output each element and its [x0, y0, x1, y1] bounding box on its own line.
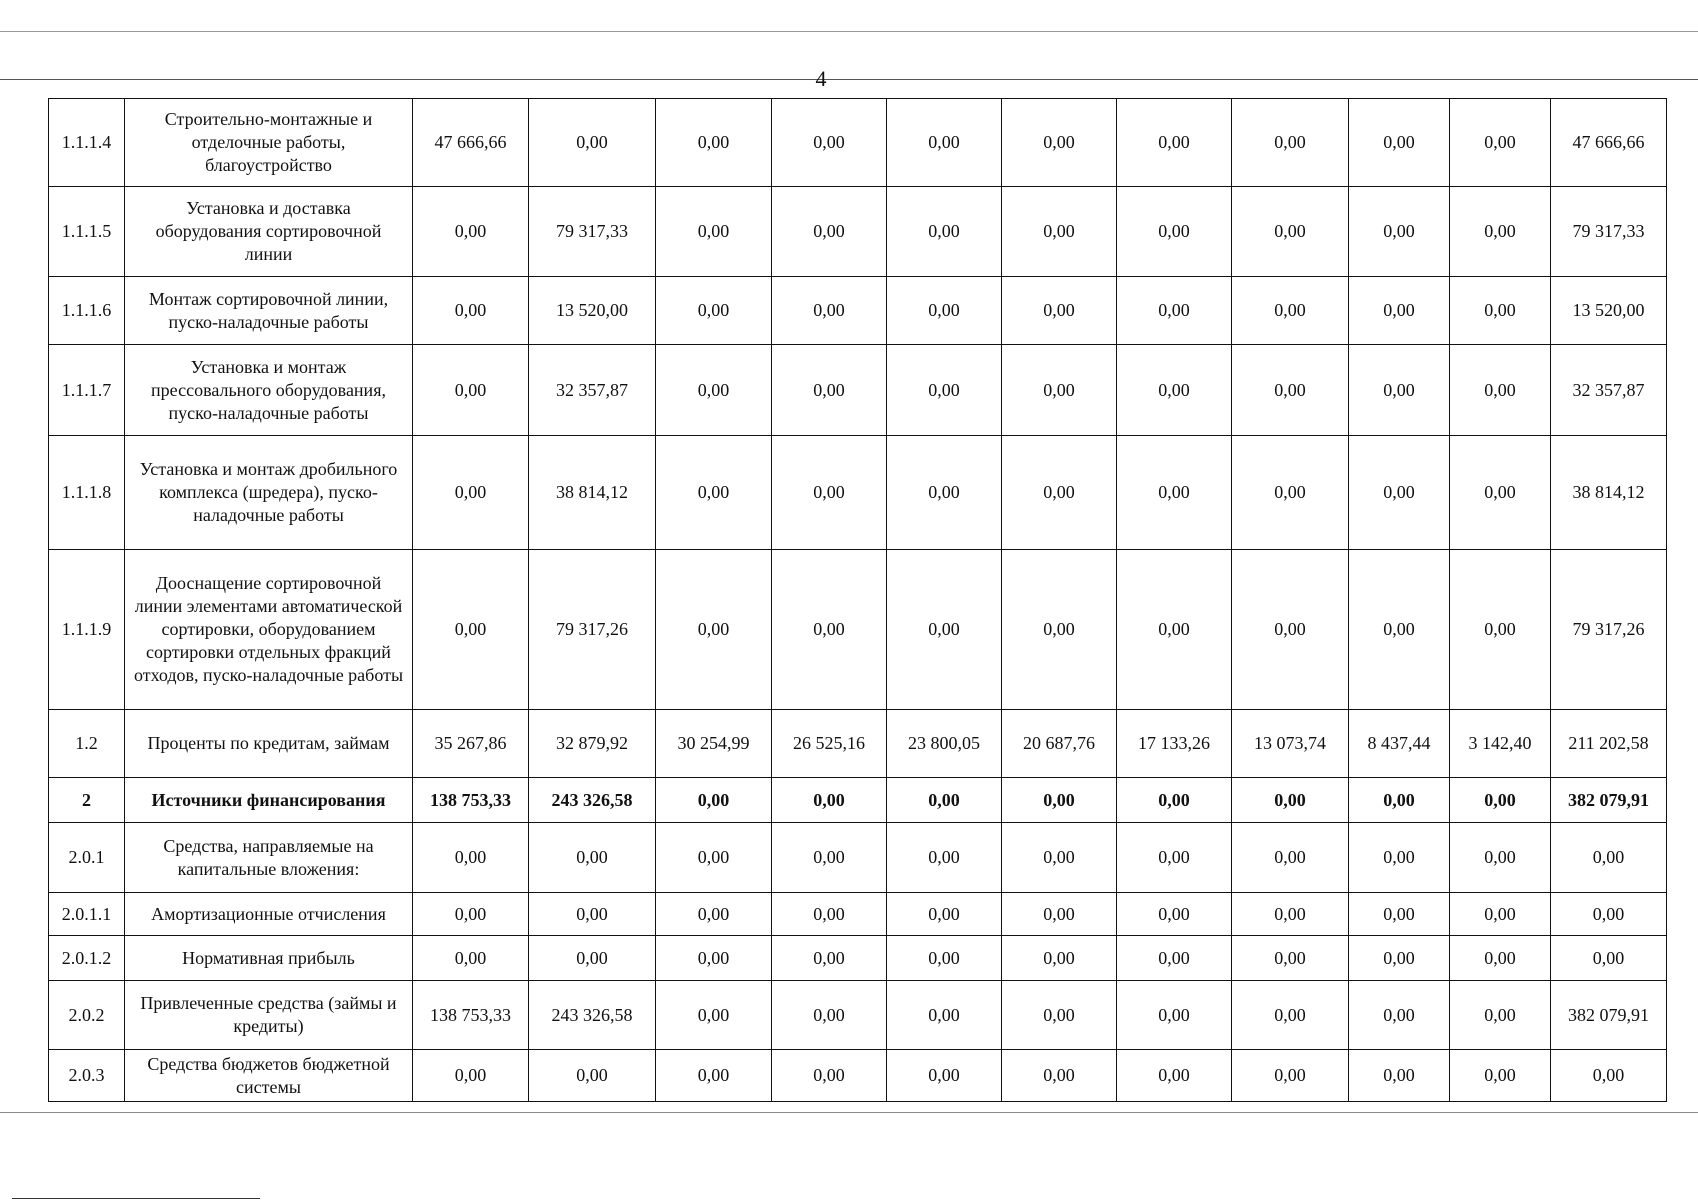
top-rule: [0, 79, 1698, 80]
table-row: [49, 345, 1667, 436]
row-value: 0,00: [1450, 345, 1551, 436]
row-value: 0,00: [1117, 778, 1232, 823]
row-value: 0,00: [887, 1050, 1002, 1102]
row-value: 0,00: [656, 436, 772, 550]
row-value: 0,00: [1002, 187, 1117, 277]
row-value: 0,00: [413, 345, 529, 436]
table-row: [49, 936, 1667, 981]
row-value: 0,00: [1232, 277, 1349, 345]
row-value: 0,00: [1002, 1050, 1117, 1102]
row-value: 0,00: [1002, 277, 1117, 345]
row-value: 0,00: [887, 981, 1002, 1050]
row-value: 0,00: [413, 550, 529, 710]
row-value: 138 753,33: [413, 778, 529, 823]
row-value: 0,00: [1349, 981, 1450, 1050]
row-value: 138 753,33: [413, 981, 529, 1050]
row-code: 2: [49, 778, 125, 823]
row-value: 35 267,86: [413, 710, 529, 778]
row-value: 0,00: [656, 187, 772, 277]
table-row: [49, 710, 1667, 778]
table-row: [49, 1050, 1667, 1102]
row-value: 0,00: [656, 981, 772, 1050]
row-value: 0,00: [887, 550, 1002, 710]
table-row: [49, 436, 1667, 550]
row-value: 0,00: [1117, 436, 1232, 550]
row-value: 79 317,33: [529, 187, 656, 277]
row-value: 0,00: [772, 277, 887, 345]
row-code: 1.2: [49, 710, 125, 778]
row-value: 0,00: [1349, 277, 1450, 345]
row-value: 32 357,87: [529, 345, 656, 436]
row-value: 0,00: [1117, 550, 1232, 710]
row-value: 0,00: [529, 823, 656, 893]
row-value: 0,00: [1450, 436, 1551, 550]
row-name: Привлеченные средства (займы и кредиты): [125, 981, 413, 1050]
row-name: Установка и монтаж дробильного комплекса (шредера), пуско-наладочные работы: [125, 436, 413, 550]
financing-table: [48, 98, 1667, 1102]
row-total: 79 317,33: [1551, 187, 1667, 277]
row-value: 0,00: [656, 99, 772, 187]
row-value: 0,00: [1450, 187, 1551, 277]
row-total: 382 079,91: [1551, 981, 1667, 1050]
row-value: 38 814,12: [529, 436, 656, 550]
row-value: 0,00: [529, 1050, 656, 1102]
row-value: 0,00: [1232, 893, 1349, 936]
row-value: 0,00: [1349, 345, 1450, 436]
row-value: 0,00: [772, 981, 887, 1050]
row-value: 0,00: [413, 1050, 529, 1102]
row-value: 0,00: [887, 436, 1002, 550]
row-code: 1.1.1.5: [49, 187, 125, 277]
row-value: 0,00: [1450, 823, 1551, 893]
row-code: 2.0.1.2: [49, 936, 125, 981]
row-value: 0,00: [413, 187, 529, 277]
row-code: 1.1.1.7: [49, 345, 125, 436]
row-code: 1.1.1.6: [49, 277, 125, 345]
row-value: 0,00: [772, 550, 887, 710]
row-value: 20 687,76: [1002, 710, 1117, 778]
row-value: 0,00: [1349, 1050, 1450, 1102]
row-value: 0,00: [1117, 99, 1232, 187]
row-name: Средства, направляемые на капитальные вложения:: [125, 823, 413, 893]
table-row: [49, 277, 1667, 345]
row-value: 0,00: [1117, 277, 1232, 345]
row-value: 0,00: [1349, 778, 1450, 823]
row-total: 0,00: [1551, 936, 1667, 981]
row-value: 0,00: [1232, 1050, 1349, 1102]
table-row: [49, 99, 1667, 187]
row-value: 0,00: [1232, 187, 1349, 277]
row-total: 211 202,58: [1551, 710, 1667, 778]
row-total: 13 520,00: [1551, 277, 1667, 345]
row-value: 0,00: [1002, 893, 1117, 936]
row-total: 79 317,26: [1551, 550, 1667, 710]
row-name: Средства бюджетов бюджетной системы: [125, 1050, 413, 1102]
row-value: 0,00: [1117, 936, 1232, 981]
table-body: [49, 99, 1667, 1102]
row-total: 0,00: [1551, 823, 1667, 893]
row-value: 0,00: [656, 936, 772, 981]
row-value: 0,00: [413, 436, 529, 550]
bottom-rule: [0, 1112, 1698, 1113]
table-row: [49, 550, 1667, 710]
row-code: 2.0.1.1: [49, 893, 125, 936]
row-value: 0,00: [887, 187, 1002, 277]
row-value: 0,00: [1232, 436, 1349, 550]
table-row: [49, 981, 1667, 1050]
row-value: 0,00: [1002, 823, 1117, 893]
row-value: 0,00: [772, 345, 887, 436]
row-value: 0,00: [1349, 823, 1450, 893]
row-value: 13 073,74: [1232, 710, 1349, 778]
page-number: 4: [815, 66, 827, 91]
row-value: 0,00: [1450, 981, 1551, 1050]
row-code: 1.1.1.4: [49, 99, 125, 187]
row-value: 243 326,58: [529, 981, 656, 1050]
row-value: 0,00: [1450, 1050, 1551, 1102]
row-code: 2.0.3: [49, 1050, 125, 1102]
row-value: 0,00: [772, 187, 887, 277]
row-value: 0,00: [413, 893, 529, 936]
row-value: 0,00: [1349, 936, 1450, 981]
row-name: Источники финансирования: [125, 778, 413, 823]
row-value: 0,00: [529, 936, 656, 981]
row-value: 0,00: [887, 345, 1002, 436]
row-value: 0,00: [656, 550, 772, 710]
row-total: 32 357,87: [1551, 345, 1667, 436]
row-value: 0,00: [1002, 778, 1117, 823]
row-value: 0,00: [887, 277, 1002, 345]
row-value: 0,00: [1232, 823, 1349, 893]
row-value: 0,00: [1450, 778, 1551, 823]
row-value: 0,00: [1002, 936, 1117, 981]
row-name: Проценты по кредитам, займам: [125, 710, 413, 778]
row-value: 0,00: [772, 936, 887, 981]
row-value: 23 800,05: [887, 710, 1002, 778]
row-value: 0,00: [1349, 99, 1450, 187]
row-value: 0,00: [1232, 778, 1349, 823]
row-value: 0,00: [772, 778, 887, 823]
row-name: Амортизационные отчисления: [125, 893, 413, 936]
row-total: 38 814,12: [1551, 436, 1667, 550]
row-name: Строительно-монтажные и отделочные работы, благоустройство: [125, 99, 413, 187]
row-value: 0,00: [772, 893, 887, 936]
row-value: 0,00: [1450, 893, 1551, 936]
row-value: 30 254,99: [656, 710, 772, 778]
row-value: 0,00: [1450, 936, 1551, 981]
row-value: 0,00: [1232, 99, 1349, 187]
row-value: 0,00: [1450, 99, 1551, 187]
row-value: 0,00: [1232, 345, 1349, 436]
row-value: 0,00: [1002, 436, 1117, 550]
row-name: Дооснащение сортировочной линии элементами автоматической сортировки, оборудованием сортировки отдельных фракций отходов, пуско-наладочные работы: [125, 550, 413, 710]
table-row: [49, 823, 1667, 893]
row-value: 0,00: [1117, 981, 1232, 1050]
row-value: 0,00: [656, 893, 772, 936]
row-value: 0,00: [887, 778, 1002, 823]
row-value: 0,00: [413, 823, 529, 893]
row-value: 0,00: [656, 1050, 772, 1102]
row-value: 0,00: [1232, 981, 1349, 1050]
row-value: 0,00: [413, 936, 529, 981]
row-value: 0,00: [529, 99, 656, 187]
row-total: 0,00: [1551, 1050, 1667, 1102]
row-value: 0,00: [1002, 99, 1117, 187]
row-value: 0,00: [1002, 981, 1117, 1050]
row-value: 0,00: [1117, 345, 1232, 436]
row-value: 47 666,66: [413, 99, 529, 187]
table-row: [49, 778, 1667, 823]
row-code: 2.0.2: [49, 981, 125, 1050]
row-value: 0,00: [1117, 823, 1232, 893]
row-value: 0,00: [772, 823, 887, 893]
row-value: 0,00: [887, 936, 1002, 981]
row-value: 0,00: [772, 99, 887, 187]
row-value: 0,00: [1002, 345, 1117, 436]
row-value: 0,00: [1232, 936, 1349, 981]
row-value: 0,00: [1349, 187, 1450, 277]
table-row: [49, 893, 1667, 936]
row-value: 0,00: [1349, 893, 1450, 936]
row-value: 17 133,26: [1117, 710, 1232, 778]
row-value: 0,00: [413, 277, 529, 345]
row-value: 0,00: [887, 99, 1002, 187]
row-value: 0,00: [529, 893, 656, 936]
table-row: [49, 187, 1667, 277]
row-value: 0,00: [1450, 277, 1551, 345]
row-value: 0,00: [1349, 436, 1450, 550]
row-value: 0,00: [887, 823, 1002, 893]
row-name: Установка и доставка оборудования сортировочной линии: [125, 187, 413, 277]
row-value: 8 437,44: [1349, 710, 1450, 778]
row-value: 0,00: [656, 778, 772, 823]
row-total: 47 666,66: [1551, 99, 1667, 187]
row-value: 13 520,00: [529, 277, 656, 345]
footnote-separator: [12, 1198, 260, 1199]
row-value: 0,00: [1117, 187, 1232, 277]
row-value: 0,00: [1232, 550, 1349, 710]
row-value: 0,00: [1349, 550, 1450, 710]
row-total: 382 079,91: [1551, 778, 1667, 823]
row-value: 0,00: [656, 277, 772, 345]
row-name: Установка и монтаж прессовального оборудования, пуско-наладочные работы: [125, 345, 413, 436]
row-value: 0,00: [772, 436, 887, 550]
row-value: 0,00: [1117, 1050, 1232, 1102]
row-value: 26 525,16: [772, 710, 887, 778]
row-code: 2.0.1: [49, 823, 125, 893]
row-value: 0,00: [656, 823, 772, 893]
row-name: Монтаж сортировочной линии, пуско-наладочные работы: [125, 277, 413, 345]
row-value: 0,00: [887, 893, 1002, 936]
row-value: 0,00: [656, 345, 772, 436]
top-scan-line: [0, 31, 1698, 32]
row-value: 79 317,26: [529, 550, 656, 710]
row-value: 32 879,92: [529, 710, 656, 778]
row-code: 1.1.1.9: [49, 550, 125, 710]
row-total: 0,00: [1551, 893, 1667, 936]
row-name: Нормативная прибыль: [125, 936, 413, 981]
row-value: 243 326,58: [529, 778, 656, 823]
row-code: 1.1.1.8: [49, 436, 125, 550]
row-value: 0,00: [772, 1050, 887, 1102]
row-value: 0,00: [1002, 550, 1117, 710]
row-value: 0,00: [1450, 550, 1551, 710]
row-value: 3 142,40: [1450, 710, 1551, 778]
row-value: 0,00: [1117, 893, 1232, 936]
